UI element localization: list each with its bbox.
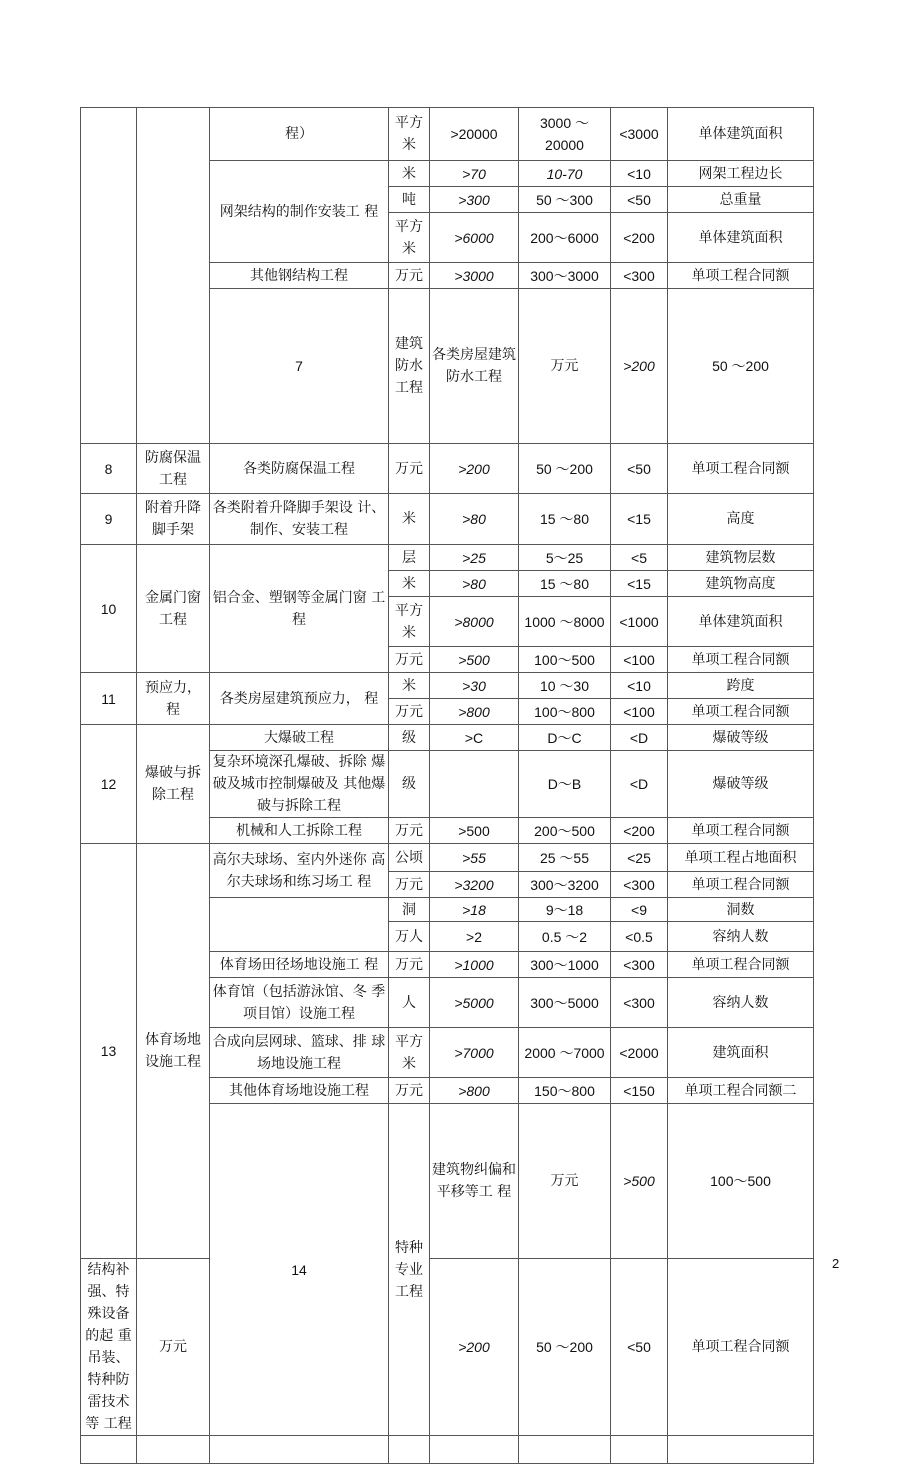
unit-cell: 万元	[389, 818, 430, 844]
project-type	[210, 898, 389, 952]
large-value	[430, 751, 519, 818]
project-type: 机械和人工拆除工程	[210, 818, 389, 844]
category-name: 建筑防水工程	[389, 289, 430, 444]
unit-cell: 万元	[389, 647, 430, 673]
small-value: <2000	[611, 1028, 668, 1078]
table-row	[81, 108, 814, 161]
small-value: <50	[611, 187, 668, 213]
unit-cell: 万元	[389, 699, 430, 725]
small-value: <3000	[611, 108, 668, 161]
note-cell: 单体建筑面积	[668, 597, 814, 647]
medium-value: 300～3200	[519, 872, 611, 898]
large-value: >500	[611, 1104, 668, 1259]
unit-cell: 平方米	[389, 213, 430, 263]
medium-value: 50 ～200	[519, 444, 611, 494]
note-cell: 洞数	[668, 898, 814, 922]
medium-value: D～B	[519, 751, 611, 818]
note-cell: 建筑物层数	[668, 545, 814, 571]
small-value: <150	[611, 1078, 668, 1104]
category-number: 14	[210, 1104, 389, 1436]
empty-cell	[81, 108, 137, 444]
empty-cell	[389, 1436, 430, 1464]
medium-value: 0.5 ～2	[519, 922, 611, 952]
table-row	[81, 545, 814, 571]
unit-cell: 万元	[519, 1104, 611, 1259]
medium-value: 3000 ～ 20000	[519, 108, 611, 161]
large-value: >7000	[430, 1028, 519, 1078]
project-type: 结构补强、特殊设备的起 重吊装、特种防雷技术等 工程	[81, 1259, 137, 1436]
empty-cell	[668, 1436, 814, 1464]
empty-cell	[519, 1436, 611, 1464]
category-number: 12	[81, 725, 137, 844]
unit-cell: 万元	[389, 1078, 430, 1104]
small-value: <10	[611, 673, 668, 699]
project-type: 网架结构的制作安装工 程	[210, 161, 389, 263]
large-value: >70	[430, 161, 519, 187]
small-value: <9	[611, 898, 668, 922]
note-cell: 单项工程合同额	[668, 444, 814, 494]
unit-cell: 级	[389, 725, 430, 751]
large-value: >500	[430, 647, 519, 673]
note-cell: 单项工程占地面积	[668, 844, 814, 872]
medium-value: 9～18	[519, 898, 611, 922]
large-value: >8000	[430, 597, 519, 647]
large-value: >1000	[430, 952, 519, 978]
note-cell: 建筑物高度	[668, 571, 814, 597]
large-value: >500	[430, 818, 519, 844]
project-type: 各类房屋建筑预应力， 程	[210, 673, 389, 725]
unit-cell: 米	[389, 673, 430, 699]
page-number: 2	[832, 1256, 840, 1271]
project-type: 其他体育场地设施工程	[210, 1078, 389, 1104]
small-value: <300	[611, 872, 668, 898]
small-value: <1000	[611, 597, 668, 647]
note-cell: 容纳人数	[668, 922, 814, 952]
unit-cell: 级	[389, 751, 430, 818]
project-type: 合成向层网球、篮球、排 球场地设施工程	[210, 1028, 389, 1078]
category-number: 10	[81, 545, 137, 673]
category-number: 13	[81, 844, 137, 1259]
category-number: 8	[81, 444, 137, 494]
medium-value: 25 ～55	[519, 844, 611, 872]
note-cell: 总重量	[668, 187, 814, 213]
medium-value: 15 ～80	[519, 571, 611, 597]
project-type: 高尔夫球场、室内外迷你 高尔夫球场和练习场工 程	[210, 844, 389, 898]
table-row	[81, 1259, 814, 1436]
unit-cell: 米	[389, 494, 430, 545]
note-cell: 单体建筑面积	[668, 213, 814, 263]
category-name: 体育场地设施工程	[137, 844, 210, 1259]
medium-value: 2000 ～7000	[519, 1028, 611, 1078]
small-value: <100	[611, 647, 668, 673]
category-name: 金属门窗工程	[137, 545, 210, 673]
table-row	[81, 1436, 814, 1464]
unit-cell: 万元	[389, 872, 430, 898]
note-cell: 单项工程合同额	[668, 647, 814, 673]
note-cell: 单项工程合同额	[668, 952, 814, 978]
medium-value: 300～3000	[519, 263, 611, 289]
small-value: <5	[611, 545, 668, 571]
large-value: >3000	[430, 263, 519, 289]
large-value: >200	[430, 444, 519, 494]
note-cell: 单项工程合同额	[668, 818, 814, 844]
note-cell: 单项工程合同额	[668, 699, 814, 725]
unit-cell: 公顷	[389, 844, 430, 872]
category-name: 特种专业工程	[389, 1104, 430, 1436]
medium-value: 50 ～200	[668, 289, 814, 444]
table-row	[81, 673, 814, 699]
small-value: <200	[611, 818, 668, 844]
small-value: <50	[611, 444, 668, 494]
large-value: >20000	[430, 108, 519, 161]
note-cell: 单项工程合同额	[668, 1259, 814, 1436]
large-value: >200	[430, 1259, 519, 1436]
project-type: 复杂环境深孔爆破、拆除 爆破及城巿控制爆破及 其他爆破与拆除工程	[210, 751, 389, 818]
project-type: 体育场田径场地设施工 程	[210, 952, 389, 978]
medium-value: 15 ～80	[519, 494, 611, 545]
unit-cell: 平方米	[389, 108, 430, 161]
table-row	[81, 725, 814, 751]
note-cell: 跨度	[668, 673, 814, 699]
category-name: 爆破与拆除工程	[137, 725, 210, 844]
small-value: <D	[611, 751, 668, 818]
unit-cell: 层	[389, 545, 430, 571]
unit-cell: 人	[389, 978, 430, 1028]
small-value: <D	[611, 725, 668, 751]
empty-cell	[137, 108, 210, 444]
note-cell: 爆破等级	[668, 751, 814, 818]
large-value: >300	[430, 187, 519, 213]
medium-value: D～C	[519, 725, 611, 751]
unit-cell: 米	[389, 571, 430, 597]
small-value: <15	[611, 494, 668, 545]
category-name: 防腐保温工程	[137, 444, 210, 494]
small-value: <50	[611, 1259, 668, 1436]
unit-cell: 平方米	[389, 597, 430, 647]
empty-cell	[81, 1436, 137, 1464]
category-number: 7	[210, 289, 389, 444]
empty-cell	[611, 1436, 668, 1464]
unit-cell: 吨	[389, 187, 430, 213]
project-type	[210, 1436, 389, 1464]
category-number: 11	[81, 673, 137, 725]
note-cell: 建筑面积	[668, 1028, 814, 1078]
qualification-table	[80, 107, 814, 1464]
small-value: <300	[611, 263, 668, 289]
table-row	[81, 844, 814, 872]
empty-cell	[137, 1436, 210, 1464]
large-value: >C	[430, 725, 519, 751]
small-value: <300	[611, 952, 668, 978]
large-value: >80	[430, 571, 519, 597]
medium-value: 150～800	[519, 1078, 611, 1104]
large-value: >6000	[430, 213, 519, 263]
small-value: <25	[611, 844, 668, 872]
category-name: 预应力，程	[137, 673, 210, 725]
large-value: >2	[430, 922, 519, 952]
note-cell: 网架工程边长	[668, 161, 814, 187]
table-row	[81, 444, 814, 494]
unit-cell: 万元	[137, 1259, 210, 1436]
medium-value: 200～500	[519, 818, 611, 844]
large-value: >3200	[430, 872, 519, 898]
medium-value: 10 ～30	[519, 673, 611, 699]
medium-value: 100～500	[668, 1104, 814, 1259]
large-value: >30	[430, 673, 519, 699]
medium-value: 200～6000	[519, 213, 611, 263]
project-type: 体育馆（包括游泳馆、冬 季项目馆）设施工程	[210, 978, 389, 1028]
medium-value: 300～5000	[519, 978, 611, 1028]
medium-value: 50 ～200	[519, 1259, 611, 1436]
note-cell: 单体建筑面积	[668, 108, 814, 161]
large-value: >200	[611, 289, 668, 444]
large-value: >25	[430, 545, 519, 571]
large-value: >800	[430, 1078, 519, 1104]
category-number: 9	[81, 494, 137, 545]
large-value: >5000	[430, 978, 519, 1028]
project-type: 其他钢结构工程	[210, 263, 389, 289]
project-type: 程）	[210, 108, 389, 161]
note-cell: 单项工程合同额二	[668, 1078, 814, 1104]
empty-cell	[430, 1436, 519, 1464]
unit-cell: 万元	[389, 444, 430, 494]
unit-cell: 万人	[389, 922, 430, 952]
large-value: >55	[430, 844, 519, 872]
large-value: >80	[430, 494, 519, 545]
table-row	[81, 494, 814, 545]
medium-value: 5～25	[519, 545, 611, 571]
unit-cell: 洞	[389, 898, 430, 922]
unit-cell: 米	[389, 161, 430, 187]
large-value: >800	[430, 699, 519, 725]
category-name: 附着升降脚手架	[137, 494, 210, 545]
note-cell: 单项工程合同额	[668, 872, 814, 898]
project-type: 大爆破工程	[210, 725, 389, 751]
small-value: <0.5	[611, 922, 668, 952]
small-value: <300	[611, 978, 668, 1028]
project-type: 铝合金、塑钢等金属门窗 工 程	[210, 545, 389, 673]
unit-cell: 万元	[389, 263, 430, 289]
note-cell: 容纳人数	[668, 978, 814, 1028]
small-value: <10	[611, 161, 668, 187]
note-cell: 高度	[668, 494, 814, 545]
medium-value: 10-70	[519, 161, 611, 187]
small-value: <200	[611, 213, 668, 263]
note-cell: 单项工程合同额	[668, 263, 814, 289]
project-type: 各类房屋建筑防水工程	[430, 289, 519, 444]
project-type: 各类防腐保温工程	[210, 444, 389, 494]
small-value: <100	[611, 699, 668, 725]
medium-value: 100～800	[519, 699, 611, 725]
unit-cell: 万元	[389, 952, 430, 978]
note-cell: 爆破等级	[668, 725, 814, 751]
large-value: >18	[430, 898, 519, 922]
medium-value: 50 ～300	[519, 187, 611, 213]
small-value: <15	[611, 571, 668, 597]
unit-cell: 万元	[519, 289, 611, 444]
project-type: 建筑物纠偏和平移等工 程	[430, 1104, 519, 1259]
project-type: 各类附着升降脚手架设 计、制作、安装工程	[210, 494, 389, 545]
medium-value: 300～1000	[519, 952, 611, 978]
medium-value: 100～500	[519, 647, 611, 673]
medium-value: 1000 ～8000	[519, 597, 611, 647]
unit-cell: 平方米	[389, 1028, 430, 1078]
